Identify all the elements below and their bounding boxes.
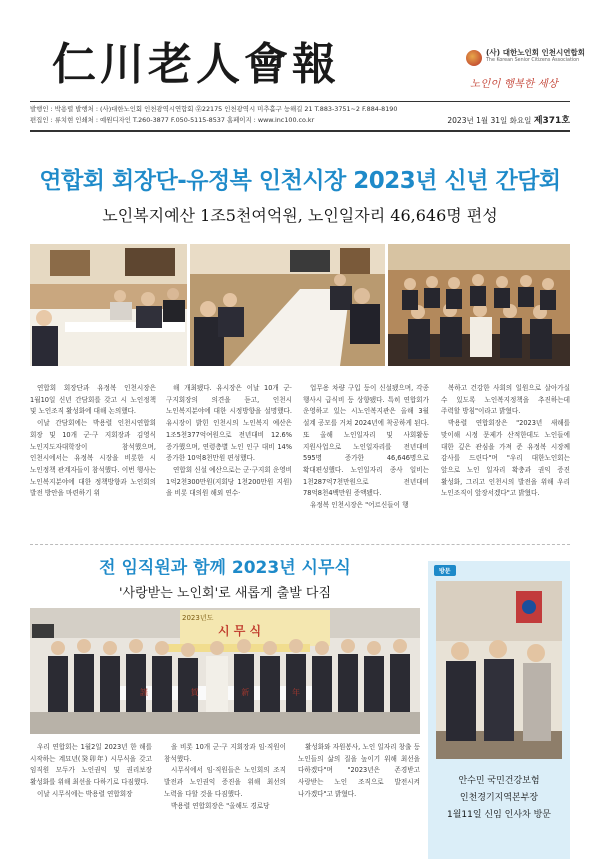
paragraph: 유정복 인천시장은 "어르신들이 행 — [310, 501, 409, 510]
cake-card: 新 — [241, 688, 250, 697]
article2-headline: 전 임직원과 함께 2023년 시무식 — [99, 558, 351, 578]
issue-number: 제371호 — [533, 116, 570, 126]
paragraph: 연합회 회장단과 유정복 인천시장은 1월10일 신년 간담회를 갖고 시 노인정책 및 노인조직 활성화에 대해 논의했다. — [30, 384, 156, 416]
sidebar-caption-line-2: 인천경기지역본부장 — [459, 793, 539, 803]
paragraph: 을 비롯 10개 군·구 지회장과 임·직원이 참석했다. — [164, 743, 286, 763]
paragraph: 이날 간담회에는 박용렬 인천시연합회 회장 및 10개 군·구 지회장과 김영식 노인지도자대학장이 참석했으며, 인천시에서는 유정복 시장을 비롯한 시 노인정책 관계자들이 참석했다. 이번 행사는 노인복지분야에 대한 정책방향과 노인회의 발전 방안을 마련하기 위 — [30, 419, 156, 498]
paragraph: 업무용 차량 구입 등이 신설됐으며, 각종 행사시 급식비 등 상향됐다. 특히 연합회가 운영하고 있는 시노인복지관은 올해 3월 설계 공모를 거쳐 2024년에 착공하게 된다. 또 올해 노인일자리 및 사회활동 지원사업으로 노인일자리를 전년대비 595명 증가한 46,646명으로 확대편성했다. 노인일자리 종사 일비는 1천287억7천만원으로 전년대비 78억8천4백만원 증액됐다. — [303, 384, 429, 498]
paragraph: 복하고 건강한 사회의 일원으로 살아가실 수 있도록 노인복지정책을 추진하는데 주력할 방침"이라고 밝혔다. — [441, 384, 570, 416]
article1-photo-table — [190, 244, 385, 366]
article1-subheadline: 노인복지예산 1조5천여억원, 노인일자리 46,646명 편성 — [102, 206, 498, 225]
article2-subheadline: '사랑받는 노인회'로 새롭게 출발 다짐 — [118, 586, 332, 601]
sidebar-photo — [436, 581, 562, 759]
paragraph: 연합회 신설 예산으로는 군·구지회 운영비 1억2천300만원(지회당 1천200만원 지원)을 비롯 대의원 해외 연수· — [166, 465, 292, 498]
article1-column-1 — [30, 383, 156, 543]
paragraph: 활성화와 자원봉사, 노인 일자리 창출 등 노인들의 삶의 질을 높이기 위해 최선을 다하겠다"며 "2023년은 존경받고 사랑받는 노인 조직으로 발전시켜 나가겠다"고 밝혔다. — [298, 743, 420, 798]
paragraph: 시무식에서 임·직원들은 노인회의 조직 발전과 노인권익 증진을 위해 최선의 노력을 다할 것을 다짐했다. — [164, 766, 286, 798]
sidebar-tag: 방문 — [434, 565, 456, 576]
article1-column-2 — [166, 383, 292, 543]
article1-photo-meeting — [30, 244, 187, 366]
cake-card: 年 — [291, 688, 300, 697]
banner-text: 시 무 식 — [218, 624, 262, 638]
visit-sidebar — [428, 561, 570, 859]
cake-cards — [140, 687, 300, 698]
paragraph: 우리 연합회는 1월2일 2023년 한 해를 시작하는 계묘년(癸卯年) 시무식을 갖고 임직원 모두가 노인권익 및 권리보장 활성화를 위해 최선을 다하기로 다짐했다. — [30, 743, 152, 787]
article1-photo-group — [388, 244, 570, 366]
paragraph: 박용렬 연합회장은 "2023년 새해를 맞이해 시정 문제가 산적한데도 노인들에 대한 깊은 관심을 가져 준 유정복 시장께 감사를 드린다"며 "우리 대한노인회는 앞으로 노인 일자리 확충과 권익 증진 활성화, 그리고 인천시의 발전을 위해 우리 노인조직이 앞장서겠다"고 밝혔다. — [441, 419, 570, 498]
article2-column-3 — [298, 742, 420, 860]
logo-org-name: (사) 대한노인회 인천시연합회 — [486, 48, 586, 57]
publisher-info-line-1: 발행인 : 박용렬 발행처 : (사)대한노인회 인천광역시연합회 ㉾22175 인천광역시 미추홀구 능해길 21 T.883-3751~2 F.884-8190 — [30, 105, 398, 113]
section-divider — [30, 544, 570, 545]
publisher-info-line-2: 편집인 : 류치현 인쇄처 : 예원디자인 T.260-3877 F.050-5115-8537 홈페이지 : www.inc100.co.kr — [30, 116, 315, 124]
paragraph: 이날 시무식에는 박용렬 연합회장 — [37, 789, 133, 798]
article1-column-4 — [441, 383, 570, 543]
article2-column-2 — [164, 742, 286, 860]
article2-column-1 — [30, 742, 152, 860]
article1-column-3 — [303, 383, 429, 543]
paragraph: 해 개최됐다. 유시장은 이날 10개 군·구지회장의 의견을 듣고, 인천시 노인복지분야에 대한 시정방향을 설명했다. 유시장이 밝힌 인천시의 노인복지 예산은 1조5천377억여원으로 전년대비 12.6% 증가했으며, 연령층별 노인 인구 대비 14% 증가한 10억8천만원 편성했다. — [166, 384, 292, 463]
article1-headline: 연합회 회장단-유정복 인천시장 2023년 신년 간담회 — [39, 168, 561, 194]
cake-card: 賀 — [190, 688, 199, 697]
cake-card: 謹 — [140, 688, 148, 697]
issue-date: 2023년 1월 31일 화요일 — [447, 116, 532, 125]
sidebar-caption-line-3: 1월11일 신임 인사차 방문 — [446, 810, 551, 820]
masthead-rule-bottom — [30, 130, 570, 132]
article2-photo-ceremony — [30, 608, 420, 734]
issue-info — [447, 113, 570, 126]
banner-year: 2023년도 — [182, 614, 214, 622]
emblem-icon — [466, 50, 482, 66]
logo-slogan: 노인이 행복한 세상 — [470, 78, 558, 90]
paragraph: 박용렬 연합회장은 "올해도 경로당 — [171, 801, 270, 810]
newspaper-title: 仁川老人會報 — [52, 39, 340, 90]
sidebar-caption-line-1: 안수민 국민건강보험 — [458, 776, 540, 786]
association-logo — [466, 44, 586, 98]
masthead-rule — [30, 101, 570, 102]
logo-org-english: The Korean Senior Citizens Association — [486, 58, 580, 63]
